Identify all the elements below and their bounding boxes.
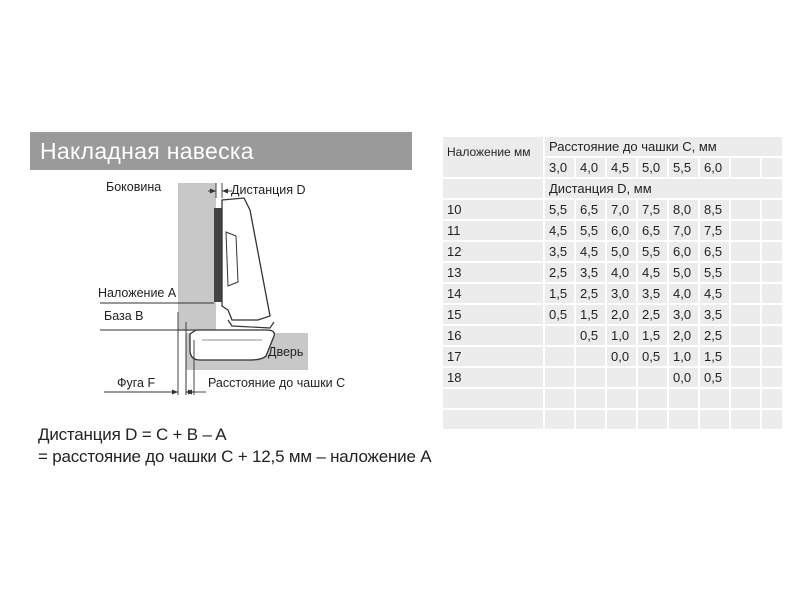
distance-cell (699, 409, 730, 430)
empty-cell (730, 409, 761, 430)
empty-cell (761, 220, 783, 241)
label-base-b: База B (104, 309, 144, 323)
distance-cell: 0,0 (668, 367, 699, 388)
distance-cell (544, 346, 575, 367)
distance-cell: 7,0 (606, 199, 637, 220)
distance-cell: 2,5 (637, 304, 668, 325)
distance-cell (637, 367, 668, 388)
distance-cell: 1,5 (575, 304, 606, 325)
c-value: 4,0 (575, 157, 606, 178)
distance-table (441, 135, 784, 431)
c-value: 4,5 (606, 157, 637, 178)
distance-cell: 1,0 (668, 346, 699, 367)
label-gap-f: Фуга F (117, 376, 156, 390)
distance-cell: 4,5 (575, 241, 606, 262)
table-row (442, 199, 783, 220)
distance-cell: 0,5 (699, 367, 730, 388)
distance-cell (575, 409, 606, 430)
empty-cell (761, 157, 783, 178)
side-panel (178, 183, 216, 331)
table-row (442, 367, 783, 388)
empty-cell (730, 283, 761, 304)
empty-cell (761, 346, 783, 367)
empty-cell (761, 283, 783, 304)
section-title: Накладная навеска (30, 132, 412, 170)
distance-cell: 5,0 (668, 262, 699, 283)
distance-cell: 6,5 (575, 199, 606, 220)
distance-cell (606, 409, 637, 430)
table-row (442, 283, 783, 304)
empty-cell (730, 241, 761, 262)
overlay-cell: 10 (442, 199, 544, 220)
label-cup-distance-c: Расстояние до чашки C (208, 376, 346, 390)
empty-cell (730, 220, 761, 241)
table-distance-row (442, 178, 783, 199)
distance-cell: 4,5 (699, 283, 730, 304)
distance-cell: 7,5 (637, 199, 668, 220)
empty-cell (761, 367, 783, 388)
distance-cell (544, 409, 575, 430)
distance-cell: 7,0 (668, 220, 699, 241)
label-distance-d: Дистанция D (231, 183, 306, 197)
empty-cell (730, 157, 761, 178)
empty-cell (730, 367, 761, 388)
distance-cell: 0,5 (544, 304, 575, 325)
distance-cell: 1,5 (544, 283, 575, 304)
empty-cell (761, 241, 783, 262)
distance-cell: 4,5 (544, 220, 575, 241)
distance-cell: 1,5 (699, 346, 730, 367)
c-value: 5,5 (668, 157, 699, 178)
distance-cell: 3,5 (699, 304, 730, 325)
distance-cell: 3,5 (637, 283, 668, 304)
distance-cell: 3,0 (668, 304, 699, 325)
label-overlay-a: Наложение A (98, 286, 177, 300)
distance-cell: 5,5 (637, 241, 668, 262)
distance-cell (699, 388, 730, 409)
distance-cell: 5,5 (575, 220, 606, 241)
empty-cell (730, 388, 761, 409)
distance-cell: 6,5 (637, 220, 668, 241)
distance-cell: 1,0 (606, 325, 637, 346)
empty-cell (730, 325, 761, 346)
distance-cell (544, 325, 575, 346)
empty-cell (761, 325, 783, 346)
label-side-panel: Боковина (106, 180, 162, 194)
distance-cell: 8,0 (668, 199, 699, 220)
overlay-cell: 16 (442, 325, 544, 346)
distance-cell: 3,5 (544, 241, 575, 262)
distance-cell: 6,5 (699, 241, 730, 262)
overlay-cell: 15 (442, 304, 544, 325)
empty-cell (730, 262, 761, 283)
overlay-cell: 18 (442, 367, 544, 388)
distance-cell: 0,0 (606, 346, 637, 367)
distance-cell: 3,5 (575, 262, 606, 283)
formula-line-1: Дистанция D = C + B – A (38, 425, 227, 444)
overlay-cell: 12 (442, 241, 544, 262)
distance-cell: 1,5 (637, 325, 668, 346)
distance-cell: 5,5 (544, 199, 575, 220)
header-overlay: Наложение мм (442, 136, 544, 178)
overlay-cell (442, 409, 544, 430)
distance-cell: 3,0 (606, 283, 637, 304)
overlay-cell: 14 (442, 283, 544, 304)
table-row (442, 304, 783, 325)
empty-cell (730, 304, 761, 325)
overlay-cell: 13 (442, 262, 544, 283)
distance-cell (544, 388, 575, 409)
table-row (442, 325, 783, 346)
table-row (442, 346, 783, 367)
empty-cell (761, 388, 783, 409)
distance-cell (575, 346, 606, 367)
c-value: 3,0 (544, 157, 575, 178)
distance-cell (606, 367, 637, 388)
distance-cell: 2,5 (575, 283, 606, 304)
distance-cell: 5,5 (699, 262, 730, 283)
distance-cell: 2,5 (699, 325, 730, 346)
empty-cell (730, 346, 761, 367)
overlay-cell: 17 (442, 346, 544, 367)
distance-cell (637, 409, 668, 430)
distance-cell: 2,5 (544, 262, 575, 283)
distance-cell: 0,5 (637, 346, 668, 367)
distance-cell: 5,0 (606, 241, 637, 262)
distance-cell: 6,0 (668, 241, 699, 262)
empty-cell (730, 199, 761, 220)
header-cup-distance: Расстояние до чашки C, мм (544, 136, 783, 157)
distance-cell (668, 388, 699, 409)
distance-cell: 4,0 (668, 283, 699, 304)
overlay-cell (442, 388, 544, 409)
table-row (442, 409, 783, 430)
c-value: 6,0 (699, 157, 730, 178)
distance-cell: 2,0 (606, 304, 637, 325)
distance-cell (637, 388, 668, 409)
distance-cell: 7,5 (699, 220, 730, 241)
table-row (442, 388, 783, 409)
distance-cell: 8,5 (699, 199, 730, 220)
empty-cell (761, 262, 783, 283)
table-row (442, 262, 783, 283)
distance-cell: 2,0 (668, 325, 699, 346)
table-row (442, 241, 783, 262)
table-row (442, 220, 783, 241)
empty-cell (761, 304, 783, 325)
distance-cell: 0,5 (575, 325, 606, 346)
distance-cell (606, 388, 637, 409)
empty-cell (761, 409, 783, 430)
distance-cell (544, 367, 575, 388)
distance-cell: 4,0 (606, 262, 637, 283)
distance-cell (668, 409, 699, 430)
empty-cell (761, 199, 783, 220)
label-door: Дверь (268, 345, 304, 359)
formula-line-2: = расстояние до чашки C + 12,5 мм – наложение A (38, 447, 432, 466)
header-distance-d: Дистанция D, мм (544, 178, 783, 199)
empty-cell (442, 178, 544, 199)
overlay-cell: 11 (442, 220, 544, 241)
distance-cell: 6,0 (606, 220, 637, 241)
distance-cell (575, 367, 606, 388)
distance-cell: 4,5 (637, 262, 668, 283)
table-header-row (442, 136, 783, 157)
distance-cell (575, 388, 606, 409)
c-value: 5,0 (637, 157, 668, 178)
